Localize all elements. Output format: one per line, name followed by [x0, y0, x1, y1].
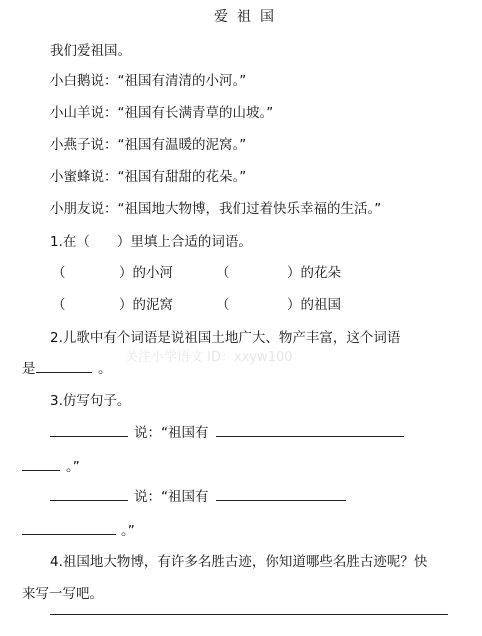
q1-item-4-label: ）的祖国: [287, 297, 341, 313]
q3-says-2: 说：“祖国有: [134, 489, 209, 505]
q3-end-1: 。”: [66, 459, 80, 475]
question-2-line-2-end: 。: [98, 361, 112, 377]
question-2-line-2-prefix: 是: [22, 361, 36, 377]
poem-line-3: 小山羊说：“祖国有长满青草的山坡。”: [50, 105, 274, 121]
q1-item-4-open: （: [216, 297, 230, 313]
poem-line-2: 小白鹅说：“祖国有清清的小河。”: [50, 73, 247, 89]
q1-item-2-label: ）的花朵: [287, 265, 341, 281]
poem-line-5: 小蜜蜂说：“祖国有甜甜的花朵。”: [50, 169, 247, 185]
q1-item-3-label: ）的泥窝: [119, 297, 173, 313]
question-4-line-2: 来写一写吧。: [22, 586, 103, 602]
q1-item-1-open: （: [52, 265, 66, 281]
q3-object-blank-1[interactable]: [216, 436, 404, 437]
q3-continuation-blank-2[interactable]: [22, 534, 116, 535]
q3-end-2: 。”: [121, 523, 135, 539]
q3-subject-blank-1[interactable]: [50, 436, 128, 437]
poem-line-6: 小朋友说：“祖国地大物博，我们过着快乐幸福的生活。”: [50, 201, 382, 217]
watermark: 关注小学语文 ID：xxyw100: [125, 350, 293, 365]
q3-object-blank-2[interactable]: [216, 500, 346, 501]
q2-answer-blank[interactable]: [36, 372, 92, 373]
q1-item-2-open: （: [216, 265, 230, 281]
poem-line-1: 我们爱祖国。: [50, 43, 131, 59]
q4-answer-line[interactable]: [50, 614, 448, 615]
poem-line-4: 小燕子说：“祖国有温暖的泥窝。”: [50, 137, 247, 153]
question-2-line-1: 2.儿歌中有个词语是说祖国土地广大、物产丰富，这个词语: [50, 330, 401, 346]
question-1-prompt: 1.在（ ）里填上合适的词语。: [50, 234, 252, 250]
q3-continuation-blank-1[interactable]: [22, 470, 60, 471]
q3-says-1: 说：“祖国有: [134, 425, 209, 441]
q1-item-1-label: ）的小河: [119, 265, 173, 281]
page-title: 爱祖国: [214, 9, 283, 25]
question-4-line-1: 4.祖国地大物博，有许多名胜古迹，你知道哪些名胜古迹呢？快: [50, 554, 428, 570]
q3-subject-blank-2[interactable]: [50, 500, 128, 501]
question-3-prompt: 3.仿写句子。: [50, 393, 131, 409]
q1-item-3-open: （: [52, 297, 66, 313]
